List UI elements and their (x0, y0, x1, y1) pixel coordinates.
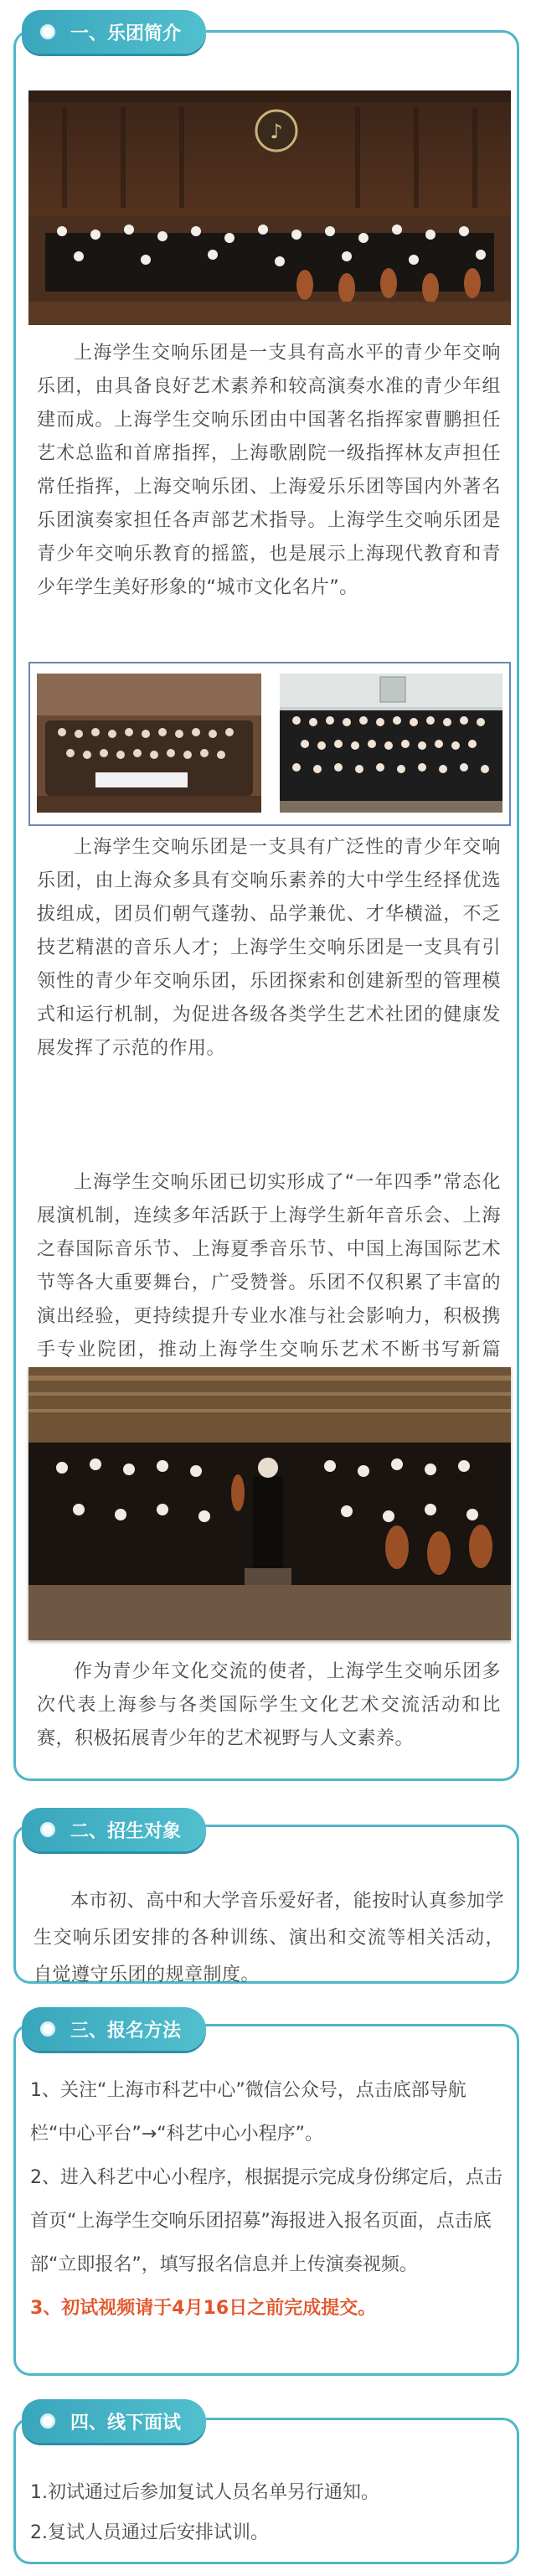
offline-step-1: 1.初试通过后参加复试人员名单另行通知。 (30, 2482, 379, 2503)
bullet-dot-icon (40, 2021, 55, 2037)
offline-step-2: 2.复试人员通过后安排试训。 (30, 2522, 269, 2543)
bullet-dot-icon (40, 1822, 55, 1837)
bullet-dot-icon (40, 2413, 55, 2429)
intro-section-title: 一、乐团简介 (70, 23, 182, 44)
offline-steps (30, 2473, 504, 2553)
group-photo-left (37, 674, 261, 813)
target-paragraph: 本市初、高中和大学音乐爱好者，能按时认真参加学生交响乐团安排的各种训练、演出和交流等相关活动，自觉遵守乐团的规章制度。 (34, 1891, 504, 1985)
intro-paragraph-1: 上海学生交响乐团是一支具有高水平的青少年交响乐团，由具备良好艺术素养和较高演奏水准的青少年组建而成。上海学生交响乐团由中国著名指挥家曹鹏担任艺术总监和首席指挥，上海歌剧院一级指挥林友声担任常任指挥，上海交响乐团、上海爱乐乐团等国内外著名乐团演奏家担任各声部艺术指导。上海学生交响乐团是青少年交响乐教育的摇篮，也是展示上海现代教育和青少年学生美好形象的“城市文化名片”。 (37, 343, 501, 598)
intro-paragraph-4: 作为青少年文化交流的使者，上海学生交响乐团多次代表上海参与各类国际学生文化艺术交流活动和比赛，积极拓展青少年的艺术视野与人文素养。 (37, 1661, 501, 1749)
signup-section-title: 三、报名方法 (70, 2020, 182, 2042)
conductor-stage-illustration (28, 1367, 511, 1640)
conductor-stage-photo (28, 1367, 511, 1640)
group-photo-right (280, 674, 502, 813)
signup-step-2: 2、进入科艺中心小程序，根据提示完成身份绑定后，点击首页“上海学生交响乐团招募”海报进入报名页面，点击底部“立即报名”，填写报名信息并上传演奏视频。 (30, 2167, 502, 2275)
orchestra-stage-illustration (28, 90, 511, 325)
intro-section-tag (22, 10, 206, 54)
target-section-title: 二、招生对象 (70, 1820, 182, 1842)
signup-section-tag (22, 2007, 206, 2051)
target-section-tag (22, 1808, 206, 1851)
orchestra-stage-photo (28, 90, 511, 325)
intro-paragraph-2: 上海学生交响乐团是一支具有广泛性的青少年交响乐团，由上海众多具有交响乐素养的大中学生经择优选拔组成，团员们朝气蓬勃、品学兼优、才华横溢，不乏技艺精湛的音乐人才；上海学生交响乐团是一支具有引领性的青少年交响乐团，乐团探索和创建新型的管理模式和运行机制，为促进各级各类学生艺术社团的健康发展发挥了示范的作用。 (37, 837, 501, 1059)
signup-step-1: 1、关注“上海市科艺中心”微信公众号，点击底部导航栏“中心平台”→“科艺中心小程序”。 (30, 2080, 466, 2145)
intro-paragraph-3: 上海学生交响乐团已切实形成了“一年四季”常态化展演机制，连续多年活跃于上海学生新年音乐会、上海之春国际音乐节、上海夏季音乐节、中国上海国际艺术节等各大重要舞台，广受赞誉。乐团不仅积累了丰富的演出经验，更持续提升专业水准与社会影响力，积极携手专业院团，推动上海学生交响乐艺术不断书写新篇 (37, 1172, 501, 1360)
bullet-dot-icon (40, 24, 55, 39)
svg-text:♪: ♪ (270, 120, 283, 143)
group-photo-right-illustration (280, 674, 502, 813)
offline-section-tag (22, 2399, 206, 2443)
signup-deadline: 3、初试视频请于4月16日之前完成提交。 (30, 2298, 377, 2319)
signup-steps (30, 2069, 504, 2331)
offline-section-title: 四、线下面试 (70, 2412, 182, 2434)
group-photo-left-illustration (37, 674, 261, 813)
